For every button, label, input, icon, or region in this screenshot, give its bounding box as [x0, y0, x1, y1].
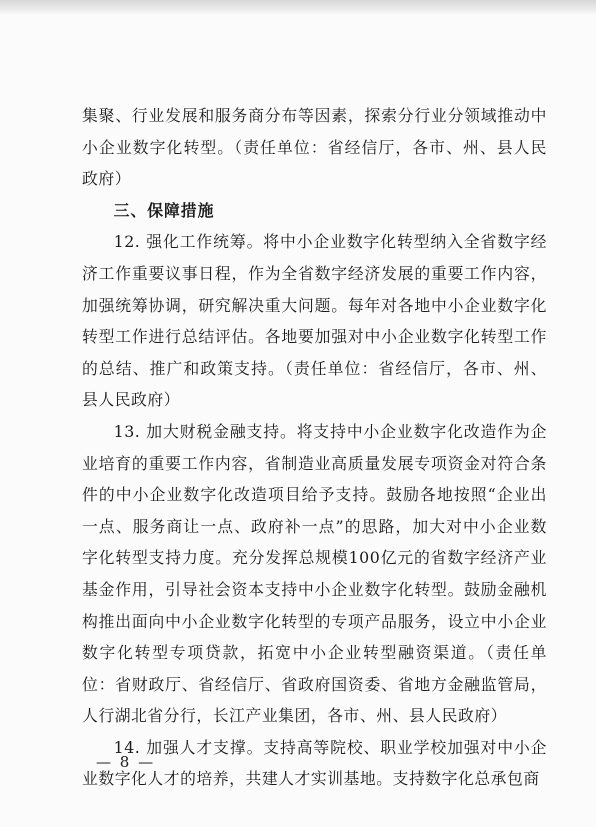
item-14-paragraph: 14. 加强人才支撑。支持高等院校、职业学校加强对中小企业数字化人才的培养，共建人才实训基地。支持数字化总承包商	[82, 737, 547, 789]
document-content	[82, 100, 547, 795]
item-12-paragraph: 12. 强化工作统筹。将中小企业数字化转型纳入全省数字经济工作重要议事日程，作为全省数字经济发展的重要工作内容，加强统筹协调，研究解决重大问题。每年对各地中小企业数字化转型工作进行总结评估。各地要加强对中小企业数字化转型工作的总结、推广和政策支持。（责任单位：省经信厅，各市、州、县人民政府）	[82, 232, 547, 410]
item-13-paragraph: 13. 加大财税金融支持。将支持中小企业数字化改造作为企业培育的重要工作内容，省制造业高质量发展专项资金对符合条件的中小企业数字化改造项目给予支持。鼓励各地按照“企业出一点、服务商让一点、政府补一点”的思路，加大对中小企业数字化转型支持力度。充分发挥总规模100亿元的省数字经济产业基金作用，引导社会资本支持中小企业数字化转型。鼓励金融机构推出面向中小企业数字化转型的专项产品服务，设立中小企业数字化转型专项贷款，拓宽中小企业转型融资渠道。（责任单位：省财政厅、省经信厅、省政府国资委、省地方金融监管局，人行湖北省分行，长江产业集团，各市、州、县人民政府）	[82, 421, 547, 726]
page-number: — 8 —	[96, 753, 156, 771]
section-title: 三、保障措施	[113, 200, 215, 220]
scan-top-edge	[0, 0, 596, 14]
intro-paragraph: 集聚、行业发展和服务商分布等因素，探索分行业分领域推动中小企业数字化转型。（责任单位：省经信厅，各市、州、县人民政府）	[82, 106, 547, 189]
